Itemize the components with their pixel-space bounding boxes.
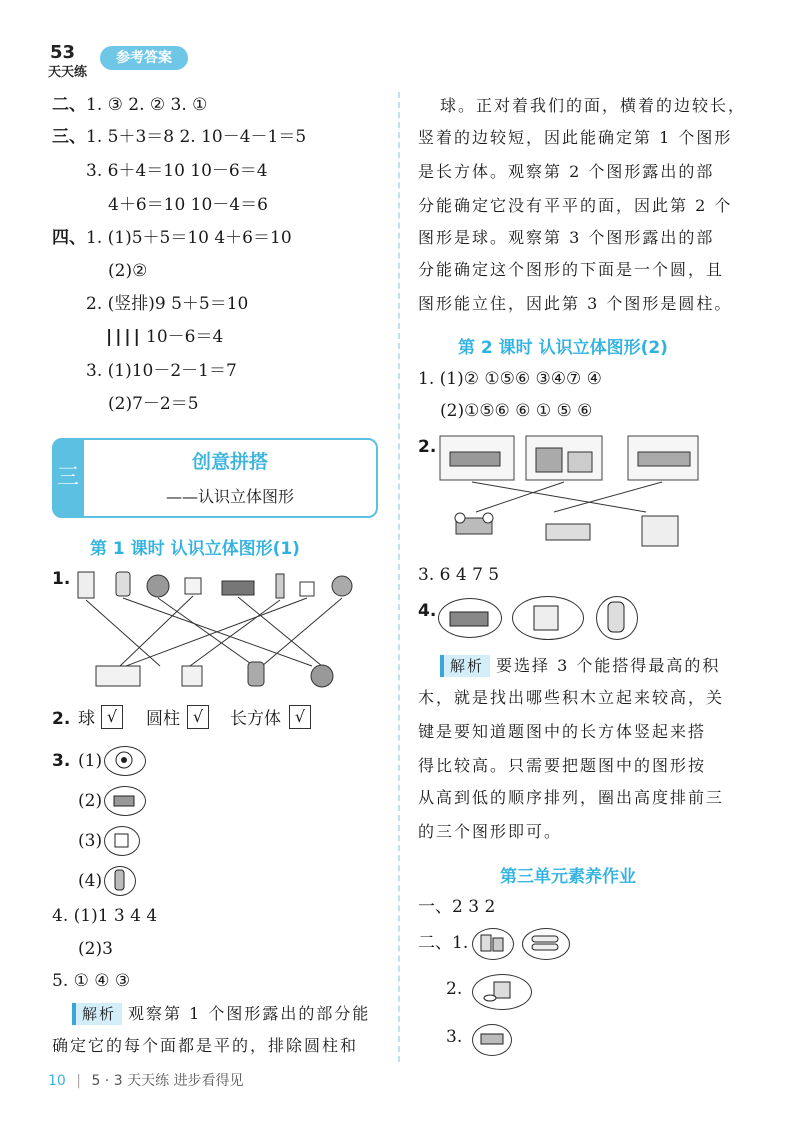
l2-q3: 3. 6 4 7 5 bbox=[418, 565, 500, 585]
l1-q3-p4: (4) bbox=[78, 871, 103, 891]
section-er-label: 二、 bbox=[52, 95, 86, 115]
l1-q3-p3: (3) bbox=[78, 831, 103, 851]
l2-q4-num: 4. bbox=[418, 601, 437, 621]
cube-icon-2 bbox=[530, 600, 564, 634]
l2-q1b: (2)①⑤⑥ ⑥ ① ⑤ ⑥ bbox=[440, 401, 593, 421]
check-box-cylinder: √ bbox=[187, 705, 209, 729]
san-line2: 3. 6＋4＝10 10－6＝4 bbox=[86, 161, 268, 181]
soccer-ball-icon bbox=[112, 750, 136, 770]
cube-icon bbox=[112, 830, 132, 850]
si-q2a: 2. (竖排)9 5＋5＝10 bbox=[86, 294, 249, 314]
tally-marks: |||| bbox=[106, 327, 143, 347]
si-q1a: 1. (1)5＋5＝10 4＋6＝10 bbox=[86, 228, 292, 248]
unit-q2-2: 2. bbox=[446, 979, 463, 999]
plates-icon bbox=[528, 934, 562, 952]
svg-text:53: 53 bbox=[50, 42, 76, 63]
l1-q3-p2: (2) bbox=[78, 791, 103, 811]
l1-q2-cylinder: 圆柱 bbox=[146, 709, 180, 729]
check-box-cuboid: √ bbox=[289, 705, 311, 729]
logo bbox=[48, 40, 98, 80]
analysis2-line5: 从高到低的顺序排列，圈出高度排前三 bbox=[418, 788, 725, 807]
cylinders-icon bbox=[478, 932, 508, 954]
l1-q4b: (2)3 bbox=[78, 939, 113, 959]
matching-figure-2 bbox=[436, 432, 706, 554]
l1-q4a: 4. (1)1 3 4 4 bbox=[52, 906, 158, 926]
lesson1-title: 第 1 课时 认识立体图形(1) bbox=[90, 539, 300, 559]
cont-line-1: 球。正对着我们的面，横着的边较长， bbox=[440, 96, 747, 115]
check-box-ball: √ bbox=[101, 705, 123, 729]
section-number: 三 bbox=[52, 438, 84, 518]
stack-icon bbox=[480, 978, 524, 1006]
si-q3b: (2)7－2＝5 bbox=[108, 394, 199, 414]
analysis1-line2: 确定它的每个面都是平的，排除圆柱和 bbox=[52, 1036, 359, 1055]
l1-q2-ball: 球 bbox=[78, 709, 95, 729]
section-si-label: 四、 bbox=[52, 228, 86, 248]
analysis2-line2: 木，就是找出哪些积木立起来较高，关 bbox=[418, 688, 725, 707]
cylinder-icon-2 bbox=[604, 600, 628, 634]
cylinder-icon bbox=[112, 868, 128, 892]
l1-q3-p1: (1) bbox=[78, 751, 103, 771]
cont-line-5: 图形是球。观察第 3 个图形露出的部 bbox=[418, 228, 715, 247]
analysis2-line3: 键是要知道题图中的长方体竖起来搭 bbox=[418, 722, 707, 741]
cont-line-4: 分能确定它没有平平的面，因此第 2 个 bbox=[418, 196, 733, 215]
board-icon bbox=[478, 1030, 506, 1048]
footer-brand: 5 · 3 天天练 进步看得见 bbox=[91, 1073, 244, 1089]
l1-q5: 5. ① ④ ③ bbox=[52, 971, 131, 991]
l1-q1-num: 1. bbox=[52, 569, 71, 589]
unit-q2-3: 3. bbox=[446, 1027, 463, 1047]
svg-text:天天练: 天天练 bbox=[48, 65, 88, 80]
matching-figure-1 bbox=[72, 566, 372, 696]
analysis-tag: 解析 bbox=[72, 1003, 122, 1025]
l1-q2-cuboid: 长方体 bbox=[230, 709, 281, 729]
cuboid-icon bbox=[448, 606, 492, 630]
san-line3: 4＋6＝10 10－4＝6 bbox=[108, 195, 268, 215]
analysis1-line1: 解析 观察第 1 个图形露出的部分能 bbox=[72, 998, 370, 1030]
si-q3a: 3. (1)10－2－1＝7 bbox=[86, 361, 237, 381]
lesson2-title: 第 2 课时 认识立体图形(2) bbox=[458, 338, 668, 358]
analysis2-line6: 的三个图形即可。 bbox=[418, 822, 563, 841]
section-title: 创意拼搭 bbox=[191, 451, 268, 473]
page-number: 10 bbox=[48, 1073, 66, 1089]
san-line1: 1. 5＋3＝8 2. 10－4－1＝5 bbox=[86, 127, 307, 147]
footer: 10 | 5 · 3 天天练 进步看得见 bbox=[48, 1073, 244, 1089]
analysis2-line1: 解析 要选择 3 个能搭得最高的积 bbox=[440, 650, 720, 682]
answer-badge: 参考答案 bbox=[100, 46, 188, 70]
column-divider bbox=[398, 92, 400, 1062]
si-q2b: 10－6＝4 bbox=[146, 327, 224, 347]
analysis-tag-2: 解析 bbox=[440, 655, 490, 677]
box-icon bbox=[112, 792, 136, 808]
cont-line-7: 图形能立住，因此第 3 个图形是圆柱。 bbox=[418, 294, 733, 313]
l1-q3-num: 3. bbox=[52, 751, 71, 771]
unit-title: 第三单元素养作业 bbox=[500, 867, 636, 887]
cont-line-6: 分能确定这个图形的下面是一个圆，且 bbox=[418, 260, 725, 279]
si-q1b: (2)② bbox=[108, 261, 148, 281]
section-san-label: 三、 bbox=[52, 127, 86, 147]
l2-q1a: 1. (1)② ①⑤⑥ ③④⑦ ④ bbox=[418, 369, 602, 389]
unit-q1: 一、2 3 2 bbox=[418, 897, 496, 917]
l2-q2-num: 2. bbox=[418, 437, 437, 457]
cont-line-2: 竖着的边较短，因此能确定第 1 个图形 bbox=[418, 128, 733, 147]
l1-q2-num: 2. bbox=[52, 709, 71, 729]
cont-line-3: 是长方体。观察第 2 个图形露出的部 bbox=[418, 162, 715, 181]
section-subtitle: ——认识立体图形 bbox=[165, 487, 294, 506]
analysis2-line4: 得比较高。只需要把题图中的图形按 bbox=[418, 756, 707, 775]
section-er-answers: 1. ③ 2. ② 3. ① bbox=[86, 95, 208, 115]
unit-q2-label: 二、1. bbox=[418, 933, 469, 953]
